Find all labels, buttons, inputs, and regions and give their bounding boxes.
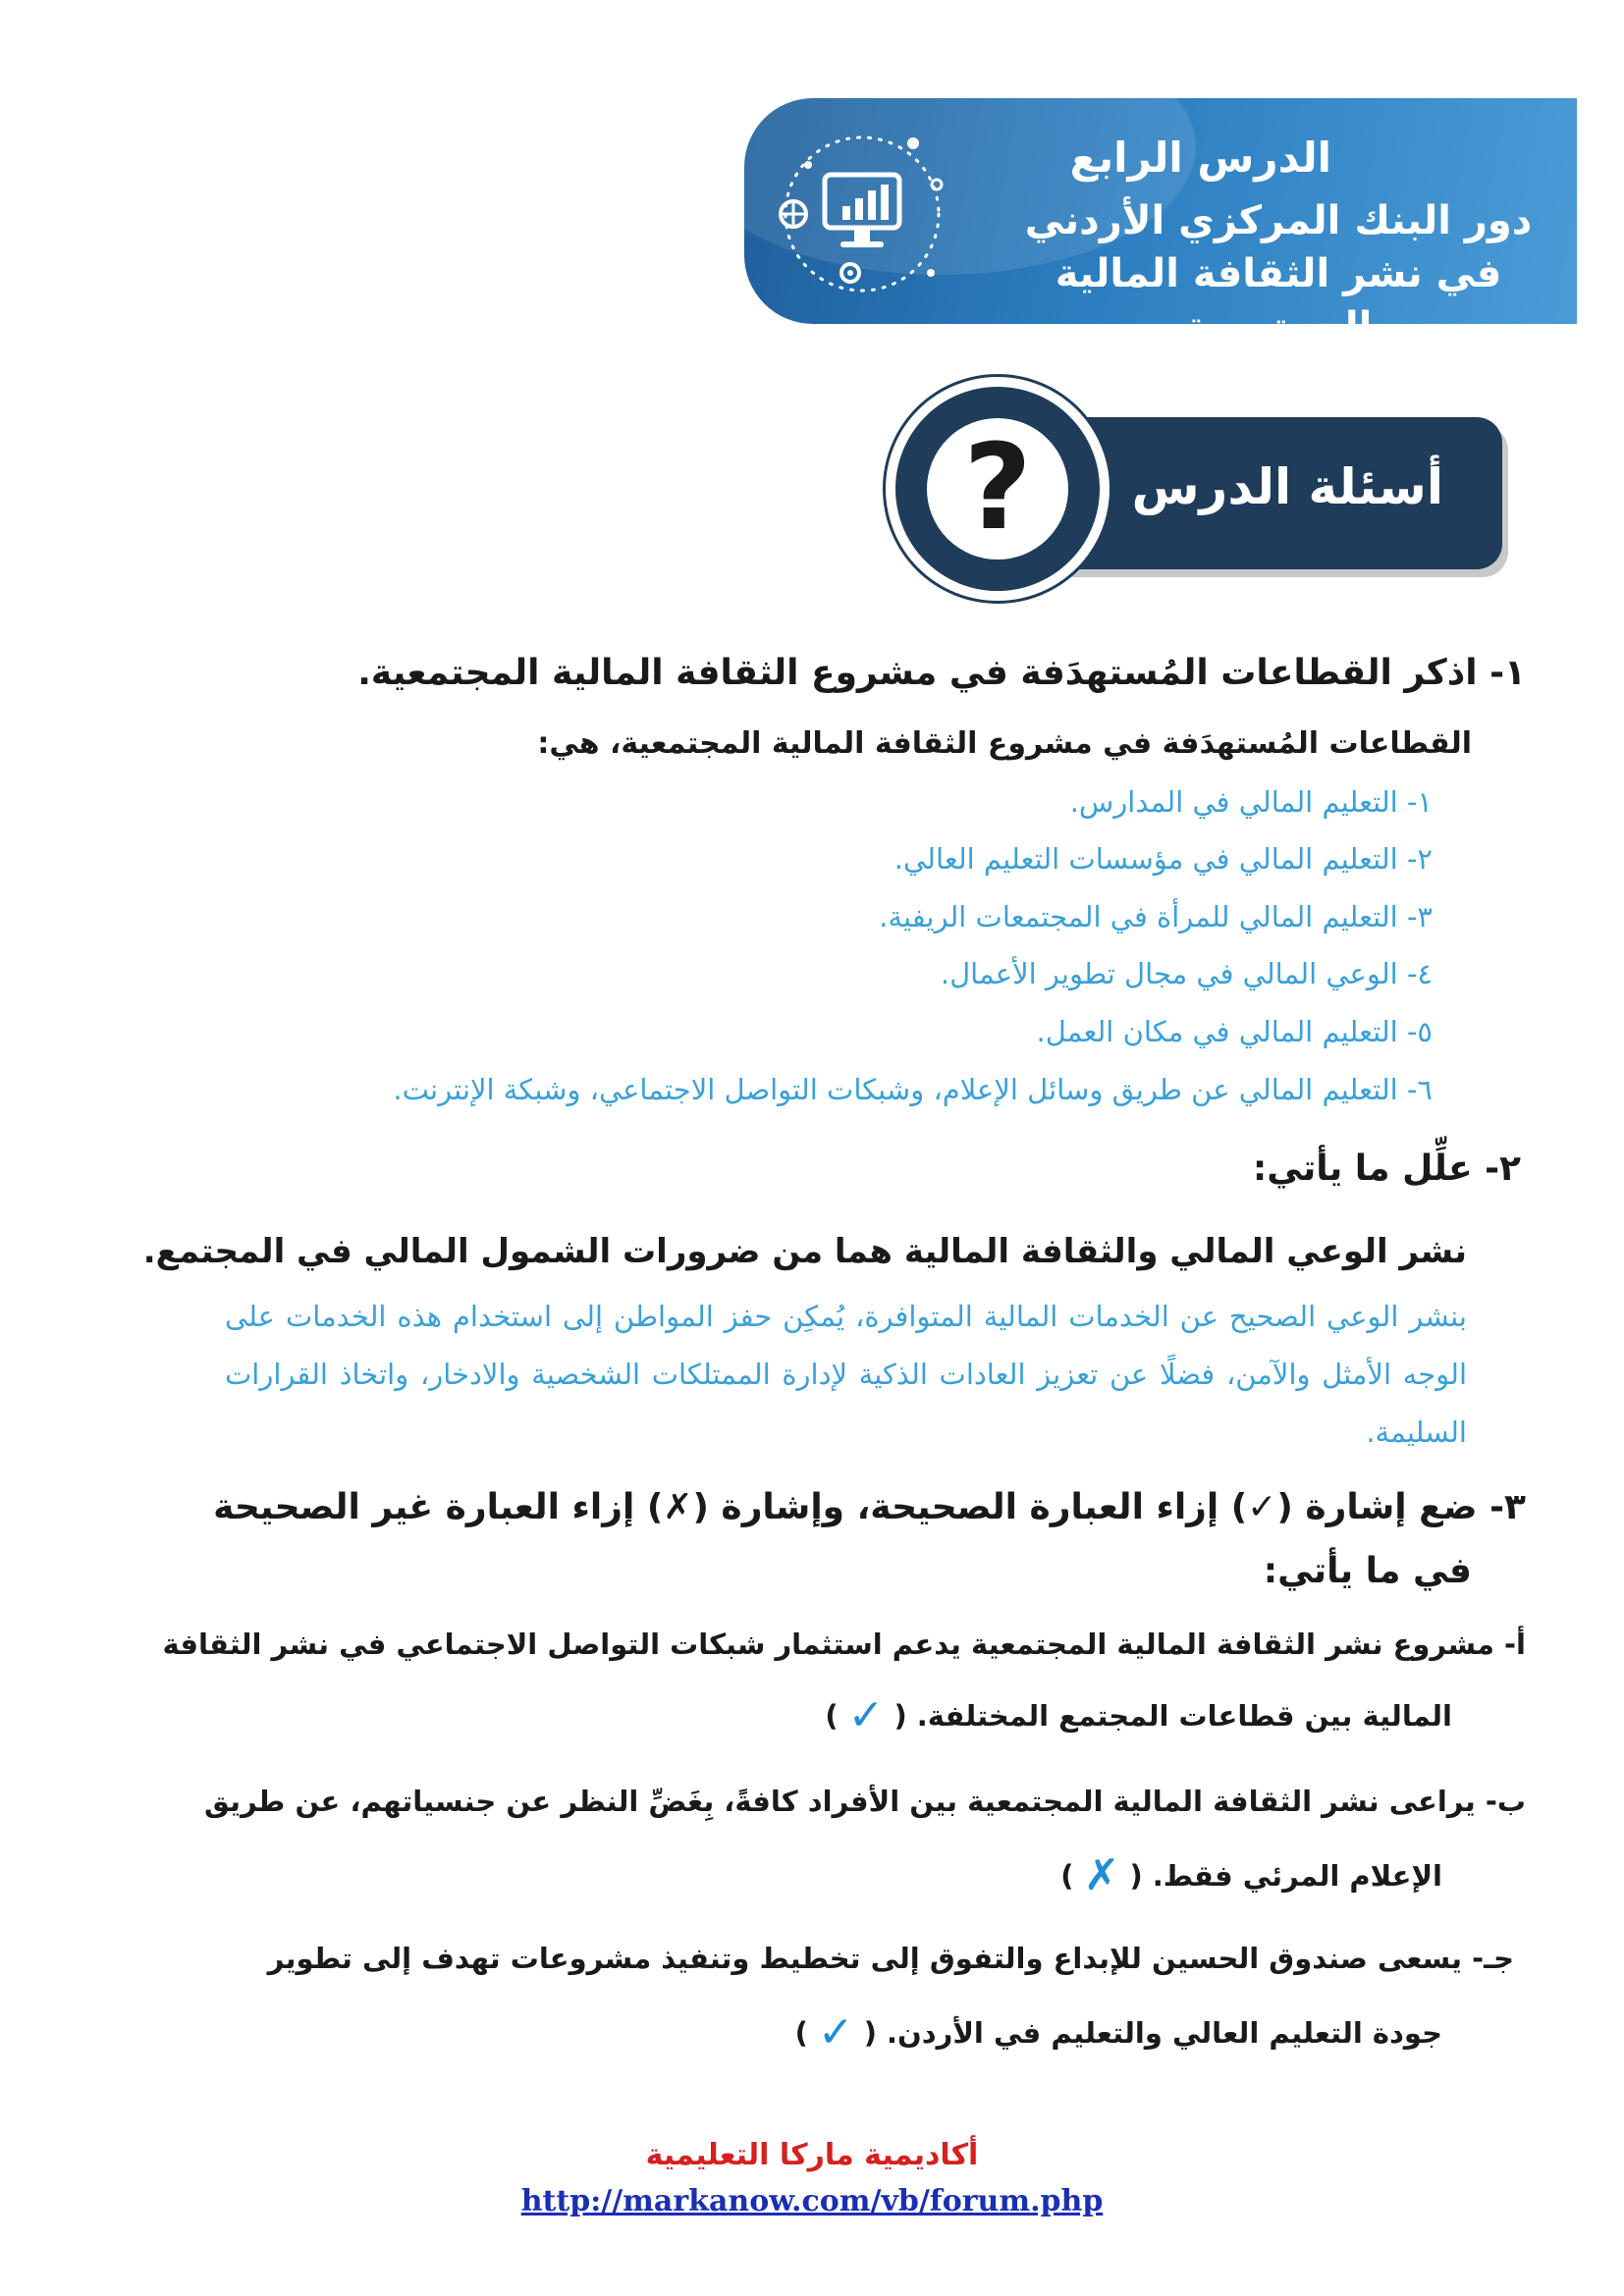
question-2: ٢- علِّل ما يأتي: <box>1252 1148 1521 1189</box>
statement-a: أ- مشروع نشر الثقافة المالية المجتمعية يدعم استثمار شبكات التواصل الاجتماعي في نشر الثقافة <box>162 1628 1526 1661</box>
statement-b-line2 <box>1060 1850 1442 1900</box>
statement-a-line2 <box>825 1690 1452 1740</box>
finance-monitor-icon <box>764 126 960 302</box>
lesson-banner <box>744 98 1577 349</box>
question-2-statement: نشر الوعي المالي والثقافة المالية هما من ضرورات الشمول المالي في المجتمع. <box>142 1232 1467 1271</box>
statement-a-text: المالية بين قطاعات المجتمع المختلفة. <box>916 1698 1452 1733</box>
statement-c: جـ- يسعى صندوق الحسين للإبداع والتفوق إلى تخطيط وتنفيذ مشروعات تهدف إلى تطوير <box>267 1942 1514 1975</box>
question-3: ٣- ضع إشارة (✓) إزاء العبارة الصحيحة، وإشارة (✗) إزاء العبارة غير الصحيحة <box>213 1487 1526 1527</box>
statement-b: ب- يراعى نشر الثقافة المالية المجتمعية بين الأفراد كافةً، بِغَضِّ النظر عن جنسياتهم، عن طريق <box>203 1785 1526 1818</box>
statement-c-text: جودة التعليم العالي والتعليم في الأردن. <box>886 2015 1442 2050</box>
answer-paren-open: ( <box>1129 1858 1143 1893</box>
lesson-number: الدرس الرابع <box>1069 133 1331 182</box>
check-mark-icon: ✓ <box>817 2007 854 2057</box>
answer-paren-close: ) <box>825 1698 839 1733</box>
question-1-item: ٥- التعليم المالي في مكان العمل. <box>1036 1015 1433 1048</box>
question-1-intro: القطاعات المُستهدَفة في مشروع الثقافة المالية المجتمعية، هي: <box>537 726 1472 761</box>
answer-paren-open: ( <box>893 1698 907 1733</box>
question-1: ١- اذكر القطاعات المُستهدَفة في مشروع الثقافة المالية المجتمعية. <box>357 653 1526 693</box>
statement-b-text: الإعلام المرئي فقط. <box>1152 1858 1442 1893</box>
question-2-answer: بنشر الوعي الصحيح عن الخدمات المالية المتوافرة، يُمكِن حفز المواطن إلى استخدام هذه الخدمات على الوجه الأمثل والآمن، فضلًا عن تعزيز العادات الذكية لإدارة الممتلكات الشخصية والادخار، واتخاذ القرارات السليمة. <box>225 1300 1467 1449</box>
answer-paren-close: ) <box>794 2015 808 2050</box>
footer-forum-link[interactable]: http://markanow.com/vb/forum.php <box>520 2184 1104 2218</box>
question-mark-icon: ? <box>963 420 1032 557</box>
question-1-item: ٣- التعليم المالي للمرأة في المجتمعات الريفية. <box>879 900 1433 934</box>
question-1-item: ٢- التعليم المالي في مؤسسات التعليم العالي. <box>893 842 1433 876</box>
question-1-item: ٤- الوعي المالي في مجال تطوير الأعمال. <box>940 957 1433 990</box>
lesson-title: دور البنك المركزي الأردني في نشر الثقافة المالية المجتمعية <box>1024 198 1533 349</box>
questions-header-title: أسئلة الدرس <box>1131 458 1443 515</box>
check-mark-icon: ✓ <box>847 1690 885 1740</box>
question-3-continuation: في ما يأتي: <box>1263 1551 1472 1591</box>
answer-paren-open: ( <box>863 2015 877 2050</box>
answer-paren-close: ) <box>1060 1858 1074 1893</box>
cross-mark-icon: ✗ <box>1083 1850 1120 1900</box>
question-1-item: ٦- التعليم المالي عن طريق وسائل الإعلام، وشبكات التواصل الاجتماعي، وشبكة الإنترنت. <box>393 1073 1433 1106</box>
footer-academy-name: أكاديمية ماركا التعليمية <box>645 2138 979 2172</box>
statement-c-line2 <box>795 2007 1442 2057</box>
question-1-item: ١- التعليم المالي في المدارس. <box>1069 785 1433 819</box>
